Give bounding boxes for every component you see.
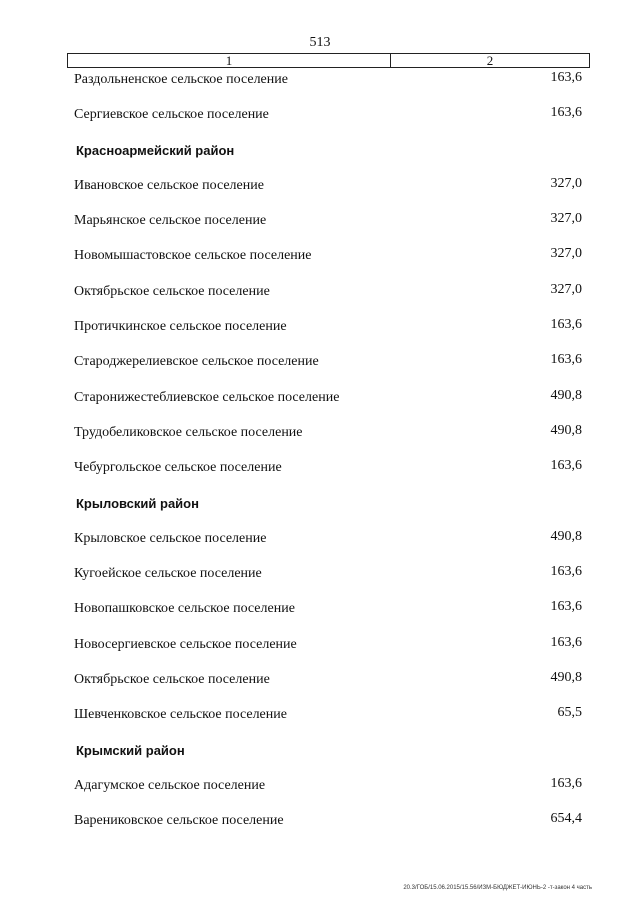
table-row — [0, 354, 640, 389]
amount-value: 65,5 — [557, 705, 582, 721]
amount-value: 490,8 — [550, 422, 582, 438]
table-header — [67, 53, 590, 68]
table-header-col1: 1 — [68, 54, 391, 67]
settlement-name: Староджерелиевское сельское поселение — [74, 354, 319, 370]
district-name: Крыловский район — [76, 495, 199, 511]
settlement-name: Новомышастовское сельское поселение — [74, 248, 312, 264]
table-row — [0, 281, 640, 319]
settlement-name: Кугоейское сельское поселение — [74, 566, 262, 582]
settlement-name: Марьянское сельское поселение — [74, 213, 267, 229]
settlement-name: Адагумское сельское поселение — [74, 777, 266, 793]
settlement-name: Чебургольское сельское поселение — [74, 460, 282, 476]
settlement-name: Новопашковское сельское поселение — [74, 601, 295, 617]
settlement-name: Протичкинское сельское поселение — [74, 319, 287, 335]
settlement-name: Новосергиевское сельское поселение — [74, 636, 297, 652]
page-number: 513 — [309, 35, 331, 50]
table-row — [0, 601, 640, 636]
footer-reference: 20.3/ГОБ/15.06.2015/15.56/ИЗМ-БЮДЖЕТ-ИЮНЬ-2 -т-закон 4 часть — [403, 885, 592, 891]
table-row — [0, 566, 640, 601]
settlement-name: Сергиевское сельское поселение — [74, 107, 269, 123]
amount-value: 163,6 — [550, 599, 582, 615]
amount-value: 163,6 — [550, 70, 582, 85]
settlement-name: Шевченковское сельское поселение — [74, 707, 287, 723]
amount-value: 327,0 — [550, 211, 582, 227]
table-row — [0, 813, 640, 848]
table-row — [0, 175, 640, 213]
district-heading-row — [0, 496, 640, 531]
settlement-name: Ивановское сельское поселение — [74, 177, 264, 193]
table-row — [0, 213, 640, 248]
table-body — [0, 72, 640, 849]
settlement-name: Октябрьское сельское поселение — [74, 672, 270, 688]
amount-value: 163,6 — [550, 458, 582, 474]
amount-value: 327,0 — [550, 281, 582, 297]
district-heading-row — [0, 743, 640, 778]
table-row — [0, 775, 640, 813]
district-name: Крымский район — [76, 742, 185, 758]
amount-value: 327,0 — [550, 246, 582, 262]
district-name: Красноармейский район — [76, 142, 235, 158]
table-row — [0, 72, 640, 107]
table-row — [0, 107, 640, 142]
table-row — [0, 387, 640, 425]
amount-value: 490,8 — [550, 528, 582, 544]
settlement-name: Старонижестеблиевское сельское поселение — [74, 389, 340, 405]
amount-value: 163,6 — [550, 564, 582, 580]
table-row — [0, 528, 640, 566]
table-row — [0, 460, 640, 495]
settlement-name: Трудобеликовское сельское поселение — [74, 424, 303, 440]
amount-value: 490,8 — [550, 670, 582, 686]
district-heading-row — [0, 143, 640, 178]
amount-value: 163,6 — [550, 317, 582, 333]
settlement-name: Раздольненское сельское поселение — [74, 72, 288, 87]
amount-value: 163,6 — [550, 352, 582, 368]
table-row — [0, 422, 640, 460]
amount-value: 490,8 — [550, 387, 582, 403]
table-row — [0, 634, 640, 672]
amount-value: 163,6 — [550, 775, 582, 791]
table-header-col2: 2 — [486, 53, 494, 68]
settlement-name: Октябрьское сельское поселение — [74, 283, 270, 299]
table-row — [0, 672, 640, 707]
amount-value: 654,4 — [550, 811, 582, 827]
amount-value: 163,6 — [550, 105, 582, 121]
table-row — [0, 319, 640, 354]
amount-value: 163,6 — [550, 634, 582, 650]
table-row — [0, 707, 640, 742]
amount-value: 327,0 — [550, 175, 582, 191]
settlement-name: Варениковское сельское поселение — [74, 813, 284, 829]
settlement-name: Крыловское сельское поселение — [74, 530, 267, 546]
table-row — [0, 248, 640, 283]
